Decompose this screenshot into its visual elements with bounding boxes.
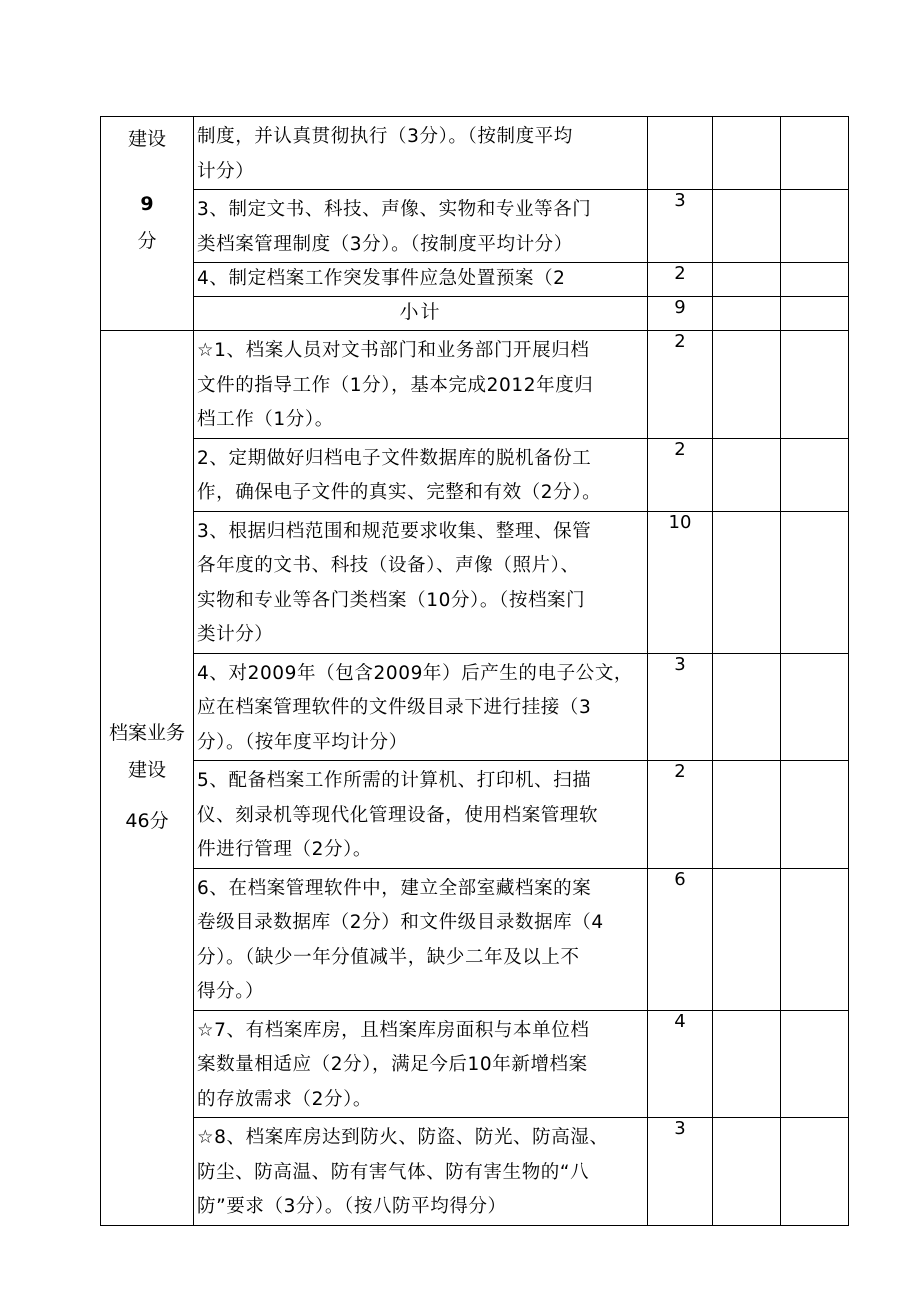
score-cell: 2 [648, 331, 713, 439]
table-row [101, 868, 849, 1010]
item-line: 分）。（缺少一年分值减半，缺少二年及以上不 [197, 946, 580, 968]
evaluation-cell[interactable] [713, 263, 781, 297]
table-row [101, 1010, 849, 1118]
evaluation-cell[interactable] [781, 653, 849, 761]
category-name-line2: 建设 [127, 759, 166, 782]
item-line: 件进行管理（2分）。 [197, 839, 373, 860]
item-line: 5、配备档案工作所需的计算机、打印机、扫描 [197, 770, 592, 791]
table-row [101, 653, 849, 761]
item-line: 防尘、防高温、防有害气体、防有害生物的“八 [197, 1161, 590, 1183]
score-cell: 10 [648, 511, 713, 653]
evaluation-cell[interactable] [781, 297, 849, 331]
table-row [101, 263, 849, 297]
item-line: 3、制定文书、科技、声像、实物和专业等各门 [197, 199, 592, 220]
table-row [101, 190, 849, 263]
item-cell [194, 190, 648, 263]
item-line: 2、定期做好归档电子文件数据库的脱机备份工 [197, 447, 592, 469]
item-cell [194, 263, 648, 297]
item-cell [194, 653, 648, 761]
table-row [101, 438, 849, 511]
item-line: 4、对2009年（包含2009年）后产生的电子公文， [197, 662, 634, 684]
item-line: 类档案管理制度（3分）。（按制度平均计分） [197, 233, 573, 255]
category-score: 9 [140, 193, 154, 215]
item-cell [194, 331, 648, 439]
item-line: 防”要求（3分）。（按八防平均得分） [197, 1196, 507, 1217]
category-name: 建设 [127, 128, 166, 150]
evaluation-cell[interactable] [713, 761, 781, 869]
score-cell: 3 [648, 653, 713, 761]
evaluation-cell[interactable] [713, 511, 781, 653]
item-line: 案数量相适应（2分），满足今后10年新增档案 [197, 1054, 588, 1075]
item-line: 3、根据归档范围和规范要求收集、整理、保管 [197, 520, 592, 542]
score-cell: 3 [648, 190, 713, 263]
table-row [101, 1118, 849, 1226]
item-line: 的存放需求（2分）。 [197, 1088, 373, 1110]
evaluation-cell[interactable] [781, 117, 849, 190]
evaluation-cell[interactable] [713, 297, 781, 331]
evaluation-cell[interactable] [713, 653, 781, 761]
category-score: 46分 [125, 810, 169, 833]
evaluation-cell[interactable] [781, 1010, 849, 1118]
score-cell: 6 [648, 868, 713, 1010]
item-cell [194, 761, 648, 869]
category-name: 档案业务 [108, 722, 185, 745]
score-cell: 2 [648, 263, 713, 297]
item-cell [194, 1010, 648, 1118]
item-line: 实物和专业等各门类档案（10分）。（按档案门 [197, 589, 586, 611]
evaluation-cell[interactable] [781, 438, 849, 511]
item-line: ☆8、档案库房达到防火、防盗、防光、防高湿、 [197, 1127, 609, 1148]
evaluation-cell[interactable] [781, 331, 849, 439]
evaluation-cell[interactable] [713, 1118, 781, 1226]
evaluation-cell[interactable] [781, 190, 849, 263]
subtotal-label: 小计 [194, 297, 648, 331]
score-cell: 4 [648, 1010, 713, 1118]
item-line: 仪、刻录机等现代化管理设备，使用档案管理软 [197, 804, 599, 826]
table-row [101, 761, 849, 869]
category-cell-business [101, 331, 194, 1226]
category-score-unit: 分 [137, 230, 157, 252]
item-line: 档工作（1分）。 [197, 409, 334, 430]
evaluation-cell[interactable] [781, 511, 849, 653]
evaluation-cell[interactable] [713, 117, 781, 190]
item-cell [194, 868, 648, 1010]
item-cell [194, 117, 648, 190]
category-cell-system [101, 117, 194, 331]
item-line: ☆7、有档案库房，且档案库房面积与本单位档 [197, 1019, 590, 1041]
subtotal-score: 9 [648, 297, 713, 331]
evaluation-cell[interactable] [713, 331, 781, 439]
item-line: 制度，并认真贯彻执行（3分）。（按制度平均 [197, 126, 573, 147]
item-line: 各年度的文书、科技（设备）、声像（照片）、 [197, 555, 580, 576]
item-line: 卷级目录数据库（2分）和文件级目录数据库（4 [197, 912, 604, 933]
evaluation-cell[interactable] [781, 1118, 849, 1226]
score-cell [648, 117, 713, 190]
table-row [101, 511, 849, 653]
item-line: 类计分） [197, 624, 274, 645]
item-cell [194, 511, 648, 653]
evaluation-cell[interactable] [713, 868, 781, 1010]
item-line: 4、制定档案工作突发事件应急处置预案（2 [197, 268, 566, 289]
score-cell: 2 [648, 438, 713, 511]
item-line: 分）。（按年度平均计分） [197, 731, 408, 753]
evaluation-cell[interactable] [713, 438, 781, 511]
score-cell: 2 [648, 761, 713, 869]
subtotal-row [101, 297, 849, 331]
score-cell: 3 [648, 1118, 713, 1226]
evaluation-cell[interactable] [781, 263, 849, 297]
item-line: 计分） [197, 160, 255, 182]
score-table [100, 116, 849, 1226]
item-cell [194, 1118, 648, 1226]
evaluation-cell[interactable] [781, 868, 849, 1010]
evaluation-cell[interactable] [713, 1010, 781, 1118]
item-line: 得分。） [197, 981, 265, 1002]
table-row [101, 331, 849, 439]
evaluation-cell[interactable] [781, 761, 849, 869]
item-line: 应在档案管理软件的文件级目录下进行挂接（3 [197, 697, 592, 718]
item-line: 6、在档案管理软件中，建立全部室藏档案的案 [197, 877, 592, 899]
item-line: 作，确保电子文件的真实、完整和有效（2分）。 [197, 482, 602, 503]
evaluation-cell[interactable] [713, 190, 781, 263]
item-cell [194, 438, 648, 511]
table-row [101, 117, 849, 190]
item-line: ☆1、档案人员对文书部门和业务部门开展归档 [197, 340, 590, 361]
item-line: 文件的指导工作（1分），基本完成2012年度归 [197, 374, 594, 396]
